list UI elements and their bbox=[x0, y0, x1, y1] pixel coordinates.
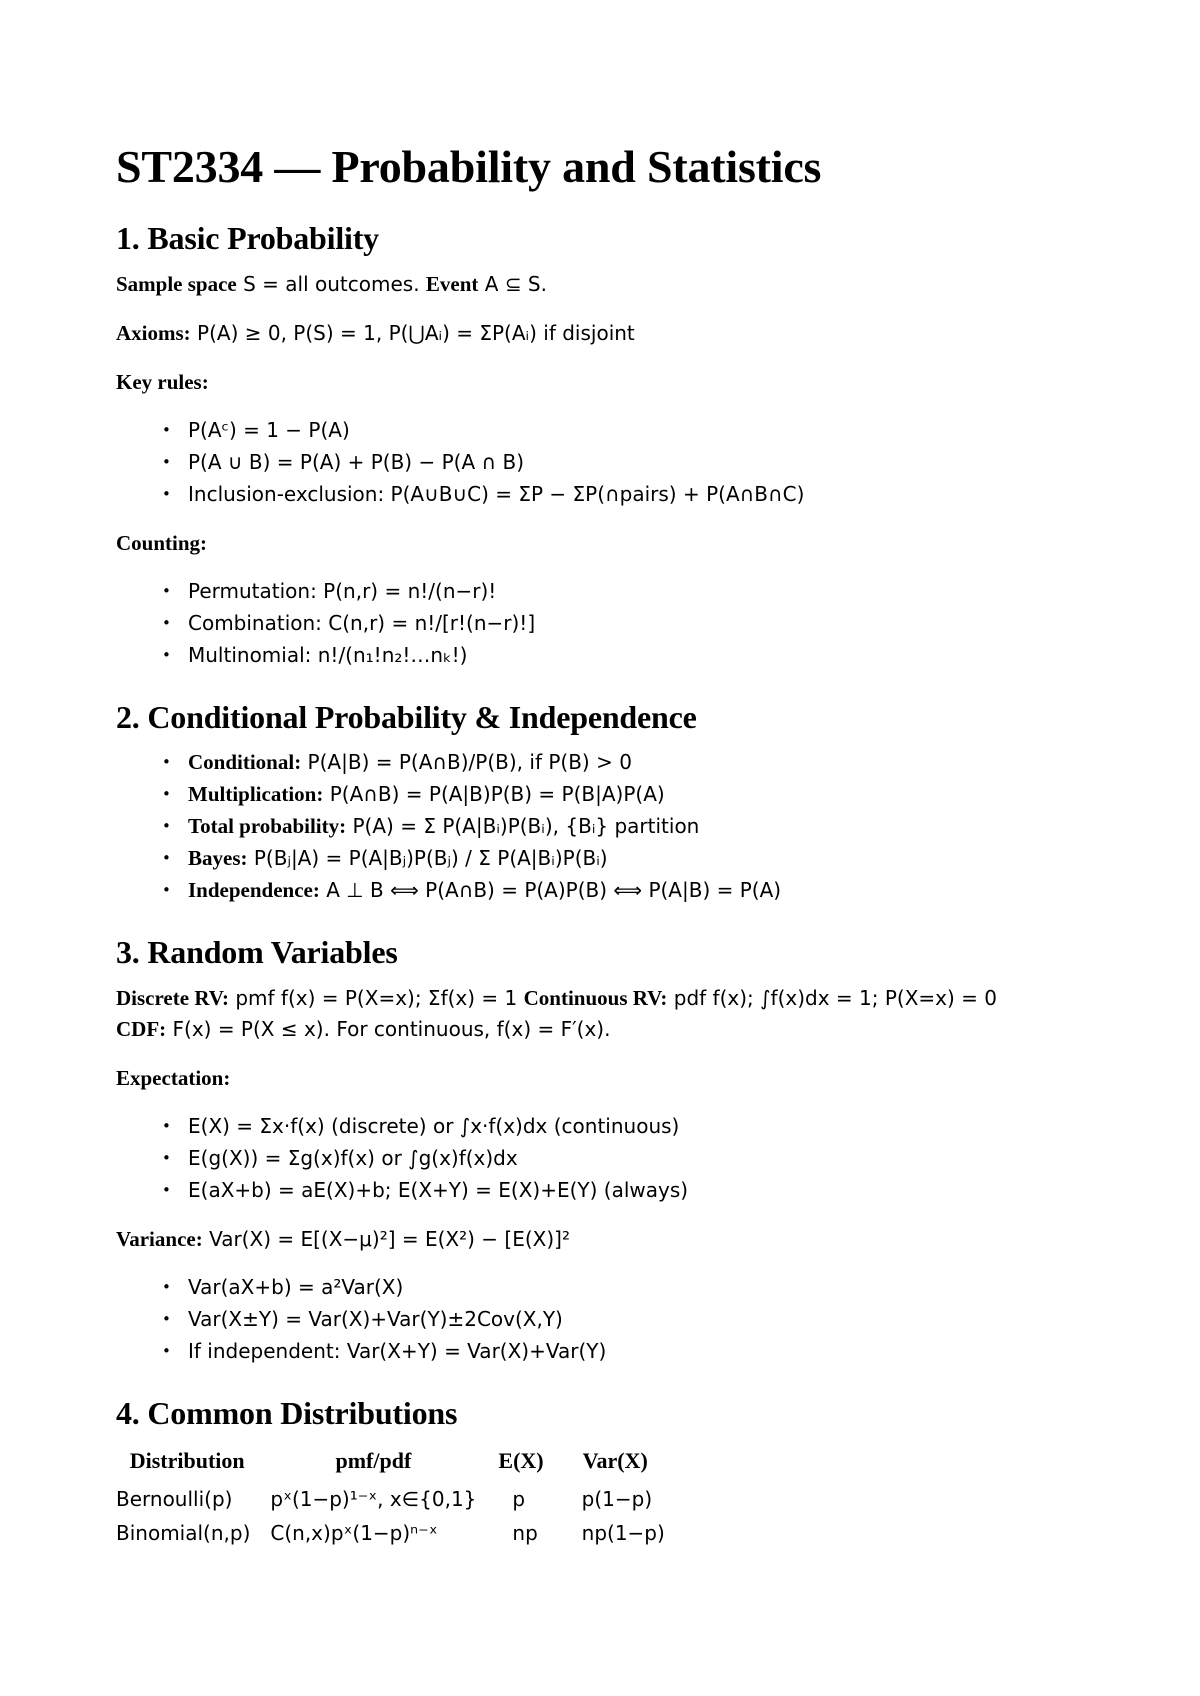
list-item: • Permutation: P(n,r) = n!/(n−r)! bbox=[188, 575, 1116, 607]
table-cell: pˣ(1−p)¹⁻ˣ, x∈{0,1} bbox=[270, 1487, 477, 1511]
axioms-label: Axioms: bbox=[116, 321, 191, 345]
discrete-text: pmf f(x) = P(X=x); Σf(x) = 1 bbox=[228, 986, 524, 1010]
item-label: Conditional: bbox=[188, 750, 302, 774]
expectation-label: Expectation: bbox=[116, 1066, 231, 1090]
column-header: Distribution bbox=[129, 1448, 245, 1473]
cdf-label: CDF: bbox=[116, 1017, 167, 1041]
list-item: • Combination: C(n,r) = n!/[r!(n−r)!] bbox=[188, 607, 1116, 639]
variance-text: Var(X) = E[(X−μ)²] = E(X²) − [E(X)]² bbox=[202, 1227, 570, 1251]
list-item: • Inclusion-exclusion: P(A∪B∪C) = ΣP − ΣP(∩pairs) + P(A∩B∩C) bbox=[188, 478, 1116, 510]
rv-definitions bbox=[116, 983, 1116, 1045]
item-text: A ⊥ B ⟺ P(A∩B) = P(A)P(B) ⟺ P(A|B) = P(A) bbox=[319, 878, 782, 902]
table-cell: np(1−p) bbox=[581, 1521, 665, 1545]
list-item: • Var(X±Y) = Var(X)+Var(Y)±2Cov(X,Y) bbox=[188, 1303, 1116, 1335]
column-header: E(X) bbox=[498, 1448, 544, 1473]
item-label: Multiplication: bbox=[188, 782, 324, 806]
axioms-text: P(A) ≥ 0, P(S) = 1, P(⋃Aᵢ) = ΣP(Aᵢ) if disjoint bbox=[190, 321, 635, 345]
sample-space-line bbox=[116, 269, 1116, 300]
distributions-table bbox=[114, 1444, 675, 1550]
list-item: • Var(aX+b) = a²Var(X) bbox=[188, 1271, 1116, 1303]
continuous-label: Continuous RV: bbox=[523, 986, 668, 1010]
table-cell: p bbox=[512, 1487, 526, 1511]
document-title: ST2334 — Probability and Statistics bbox=[116, 141, 822, 192]
cdf-line bbox=[116, 1014, 1116, 1045]
table-cell: C(n,x)pˣ(1−p)ⁿ⁻ˣ bbox=[270, 1521, 438, 1545]
column-header: Var(X) bbox=[582, 1448, 648, 1473]
counting-list bbox=[116, 575, 1116, 671]
list-item: • P(Aᶜ) = 1 − P(A) bbox=[188, 414, 1116, 446]
event-label: Event bbox=[425, 272, 479, 296]
key-rules-list bbox=[116, 414, 1116, 510]
table-cell: Binomial(n,p) bbox=[116, 1521, 251, 1545]
key-rules-heading bbox=[116, 367, 1116, 398]
counting-heading bbox=[116, 528, 1116, 559]
table-cell: Bernoulli(p) bbox=[116, 1487, 233, 1511]
cdf-text: F(x) = P(X ≤ x). For continuous, f(x) = F′(x). bbox=[166, 1017, 611, 1041]
event-text: A ⊆ S. bbox=[478, 272, 547, 296]
table-row bbox=[114, 1482, 675, 1516]
axioms-line bbox=[116, 318, 1116, 349]
document-page bbox=[116, 140, 1116, 1550]
counting-label: Counting: bbox=[116, 531, 208, 555]
item-text: P(Bⱼ|A) = P(A|Bⱼ)P(Bⱼ) / Σ P(A|Bᵢ)P(Bᵢ) bbox=[247, 846, 608, 870]
item-text: P(A) = Σ P(A|Bᵢ)P(Bᵢ), {Bᵢ} partition bbox=[346, 814, 700, 838]
list-item: • Multinomial: n!/(n₁!n₂!…nₖ!) bbox=[188, 639, 1116, 671]
list-item: • E(g(X)) = Σg(x)f(x) or ∫g(x)f(x)dx bbox=[188, 1142, 1116, 1174]
list-item bbox=[188, 874, 1116, 906]
item-label: Independence: bbox=[188, 878, 320, 902]
expectation-list bbox=[116, 1110, 1116, 1206]
list-item: • P(A ∪ B) = P(A) + P(B) − P(A ∩ B) bbox=[188, 446, 1116, 478]
list-item: • If independent: Var(X+Y) = Var(X)+Var(Y) bbox=[188, 1335, 1116, 1367]
conditional-list bbox=[116, 746, 1116, 906]
expectation-heading bbox=[116, 1063, 1116, 1094]
list-item: • E(aX+b) = aE(X)+b; E(X+Y) = E(X)+E(Y) (always) bbox=[188, 1174, 1116, 1206]
variance-label: Variance: bbox=[116, 1227, 203, 1251]
table-row bbox=[114, 1516, 675, 1550]
list-item bbox=[188, 746, 1116, 778]
list-item bbox=[188, 842, 1116, 874]
table-cell: np bbox=[512, 1521, 538, 1545]
item-label: Bayes: bbox=[188, 846, 248, 870]
section-4-heading: 4. Common Distributions bbox=[116, 1395, 458, 1431]
variance-line bbox=[116, 1224, 1116, 1255]
item-label: Total probability: bbox=[188, 814, 347, 838]
column-header: pmf/pdf bbox=[335, 1448, 412, 1473]
section-3-heading: 3. Random Variables bbox=[116, 934, 398, 970]
list-item bbox=[188, 810, 1116, 842]
rv-line bbox=[116, 983, 1116, 1014]
continuous-text: pdf f(x); ∫f(x)dx = 1; P(X=x) = 0 bbox=[667, 986, 998, 1010]
table-header-row bbox=[114, 1444, 675, 1482]
list-item bbox=[188, 778, 1116, 810]
section-1-heading: 1. Basic Probability bbox=[116, 220, 379, 256]
key-rules-label: Key rules: bbox=[116, 370, 209, 394]
discrete-label: Discrete RV: bbox=[116, 986, 229, 1010]
sample-space-text: S = all outcomes. bbox=[236, 272, 426, 296]
list-item: • E(X) = Σx·f(x) (discrete) or ∫x·f(x)dx (continuous) bbox=[188, 1110, 1116, 1142]
item-text: P(A∩B) = P(A|B)P(B) = P(B|A)P(A) bbox=[323, 782, 665, 806]
table-cell: p(1−p) bbox=[581, 1487, 653, 1511]
sample-space-label: Sample space bbox=[116, 272, 237, 296]
section-2-heading: 2. Conditional Probability & Independence bbox=[116, 699, 697, 735]
item-text: P(A|B) = P(A∩B)/P(B), if P(B) > 0 bbox=[301, 750, 632, 774]
variance-list bbox=[116, 1271, 1116, 1367]
